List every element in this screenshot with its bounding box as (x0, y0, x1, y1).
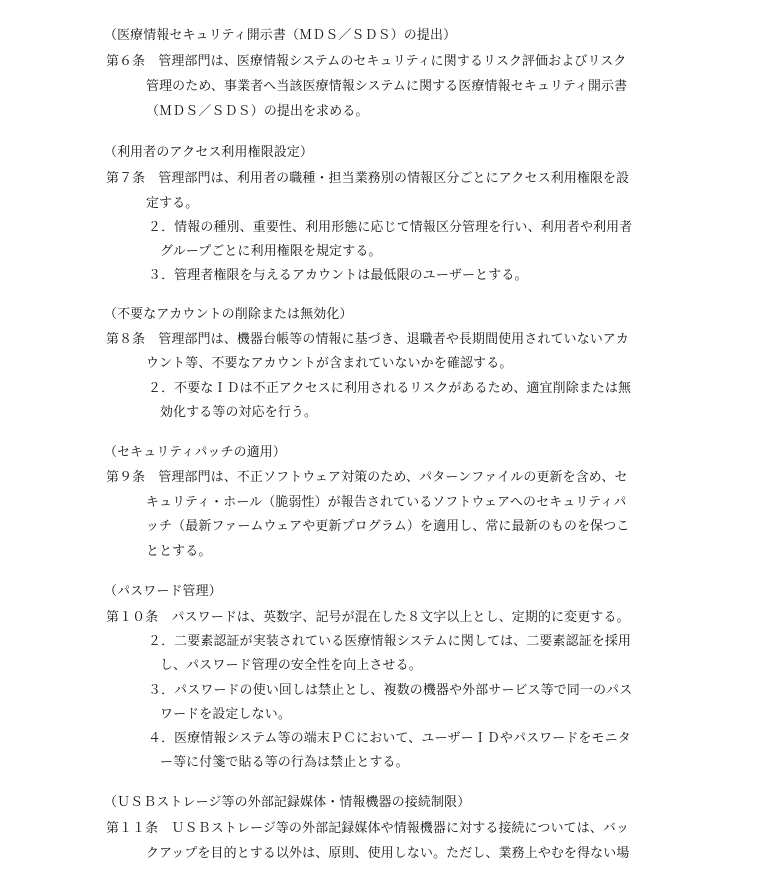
article-8-paragraph-2-line-1: ２．不要なＩＤは不正アクセスに利用されるリスクがあるため、適宜削除または無 (148, 381, 632, 396)
article-8-line-1: 第８条 管理部門は、機器台帳等の情報に基づき、退職者や長期間使用されていないアカ (106, 332, 629, 347)
article-10-paragraph-2-line-1: ２．二要素認証が実装されている医療情報システムに関しては、二要素認証を採用 (148, 634, 632, 649)
article-10-paragraph-4-line-2: ー等に付箋で貼る等の行為は禁止とする。 (160, 755, 409, 770)
section-heading-article-10: （パスワード管理） (104, 584, 222, 599)
article-10-line-1: 第１０条 パスワードは、英数字、記号が混在した８文字以上とし、定期的に変更する。 (106, 610, 630, 625)
article-11-line-1: 第１１条 ＵＳＢストレージ等の外部記録媒体や情報機器に対する接続については、バッ (106, 821, 630, 836)
article-6-line-2: 管理のため、事業者へ当該医療情報システムに関する医療情報セキュリティ開示書 (146, 79, 628, 94)
article-9-line-4: ととする。 (146, 544, 212, 559)
article-7-line-1: 第７条 管理部門は、利用者の職種・担当業務別の情報区分ごとにアクセス利用権限を設 (106, 171, 630, 186)
article-10-paragraph-3-line-1: ３．パスワードの使い回しは禁止とし、複数の機器や外部サービス等で同一のパス (148, 683, 633, 698)
article-7-line-2: 定する。 (146, 196, 199, 211)
section-heading-article-7: （利用者のアクセス利用権限設定） (104, 145, 314, 160)
article-8-paragraph-2-line-2: 効化する等の対応を行う。 (160, 405, 318, 420)
article-7-paragraph-3: ３．管理者権限を与えるアカウントは最低限のユーザーとする。 (148, 268, 528, 283)
article-9-line-1: 第９条 管理部門は、不正ソフトウェア対策のため、パターンファイルの更新を含め、セ (106, 470, 628, 485)
section-heading-article-11: （ＵＳＢストレージ等の外部記録媒体・情報機器の接続制限） (104, 795, 471, 810)
article-10-paragraph-2-line-2: し、パスワード管理の安全性を向上させる。 (160, 658, 422, 673)
article-6-line-1: 第６条 管理部門は、医療情報システムのセキュリティに関するリスク評価およびリスク (106, 54, 627, 69)
article-11-line-2: クアップを目的とする以外は、原則、使用しない。ただし、業務上やむを得ない場 (146, 846, 630, 861)
section-heading-article-8: （不要なアカウントの削除または無効化） (104, 307, 353, 322)
article-8-line-2: ウント等、不要なアカウントが含まれていないかを確認する。 (146, 356, 513, 371)
article-7-paragraph-2-line-1: ２．情報の種別、重要性、利用形態に応じて情報区分管理を行い、利用者や利用者 (148, 220, 633, 235)
section-heading-article-9: （セキュリティパッチの適用） (104, 445, 286, 460)
article-10-paragraph-4-line-1: ４．医療情報システム等の端末ＰＣにおいて、ユーザーＩＤやパスワードをモニタ (148, 731, 631, 746)
article-9-line-2: キュリティ・ホール（脆弱性）が報告されているソフトウェアへのセキュリティパ (146, 495, 627, 510)
article-7-paragraph-2-line-2: グループごとに利用権限を規定する。 (160, 244, 382, 259)
article-6-line-3: （ＭＤＳ／ＳＤＳ）の提出を求める。 (146, 104, 369, 119)
section-heading-article-6: （医療情報セキュリティ開示書（ＭＤＳ／ＳＤＳ）の提出） (104, 28, 457, 43)
article-10-paragraph-3-line-2: ワードを設定しない。 (160, 707, 291, 722)
article-9-line-3: ッチ（最新ファームウェアや更新プログラム）を適用し、常に最新のものを保つこ (146, 519, 630, 534)
